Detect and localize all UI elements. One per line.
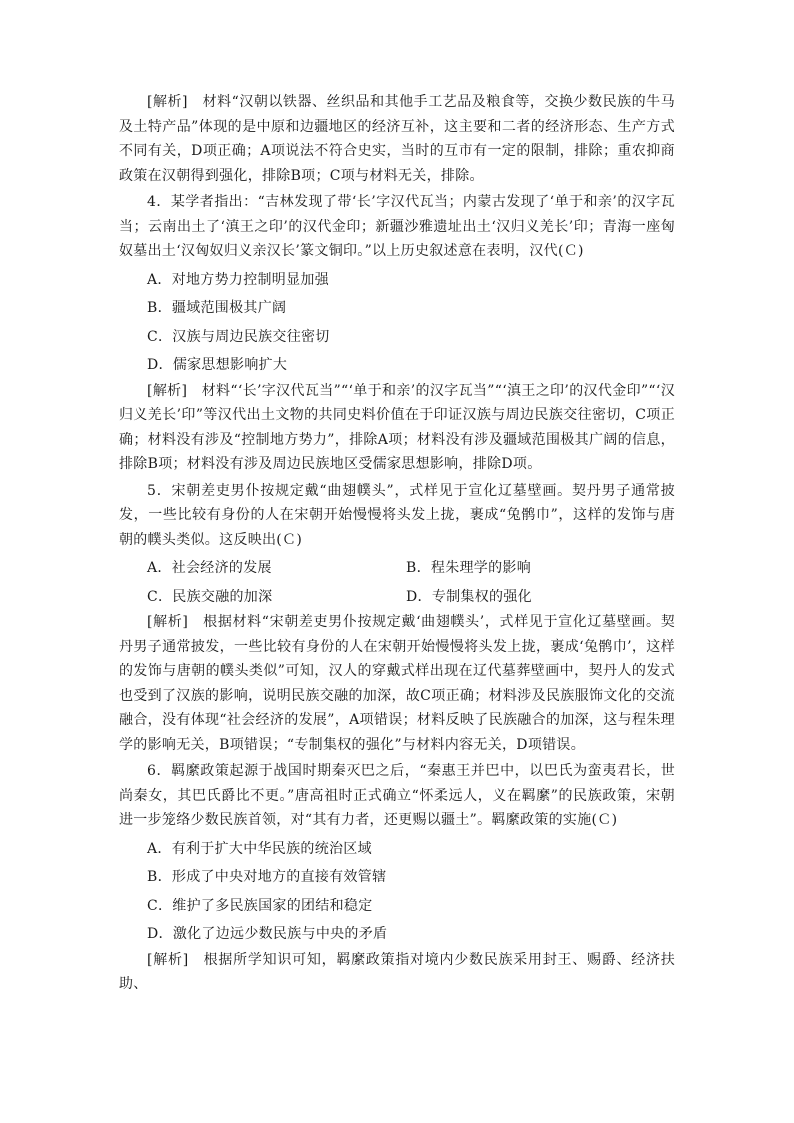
- q4-option-b: B．疆域范围极其广阔: [147, 300, 287, 316]
- q4-option-d: D．儒家思想影响扩大: [147, 357, 288, 373]
- q5-option-a: A．社会经济的发展: [147, 560, 272, 576]
- q5-option-c: C．民族交融的加深: [147, 588, 273, 605]
- q5-options-row-2: [147, 585, 675, 610]
- analysis-q3: [解析] 材料“汉朝以铁器、丝织品和其他手工艺品及粮食等，交换少数民族的牛马及土特产品”体现的是中原和边疆地区的经济互补，这主要和二者的经济形态、生产方式不同有关，D项正确；A项说法不符合史实，当时的互市有一定的限制，排除；重农抑商政策在汉朝得到强化，排除B项；C项与材料无关，排除。: [119, 94, 675, 184]
- q5-option-d: D．专制集权的强化: [406, 588, 532, 605]
- q6-option-a: A．有利于扩大中华民族的统治区域: [147, 840, 372, 857]
- question-6: 6．羁縻政策起源于战国时期秦灭巴之后，“秦惠王并巴中，以巴氏为蛮夷君长，世尚秦女，其巴氏爵比不更。”唐高祖时正式确立“怀柔远人，义在羁縻”的民族政策，宋朝进一步笼络少数民族首领，对“其有力者，还更赐以疆土”。羁縻政策的实施(Ｃ): [119, 763, 675, 828]
- q5-options-row-1: [147, 556, 675, 581]
- question-4: 4．某学者指出：“吉林发现了带‘长’字汉代瓦当；内蒙古发现了‘单于和亲’的汉字瓦当；云南出土了‘滇王之印’的汉代金印；新疆沙雅遗址出土‘汉归义羌长’印；青海一座匈奴墓出土‘汉匈奴归义亲汉长’篆文铜印。”以上历史叙述意在表明，汉代(Ｃ): [119, 194, 675, 259]
- q6-option-c: C．维护了多民族国家的团结和稳定: [147, 897, 373, 914]
- analysis-q6: [解析] 根据所学知识可知，羁縻政策指对境内少数民族采用封王、赐爵、经济扶助、: [119, 951, 675, 992]
- document-page: [119, 90, 675, 998]
- q6-option-b: B．形成了中央对地方的直接有效管辖: [147, 869, 387, 885]
- question-5: 5．宋朝差吏男仆按规定戴“曲翅幞头”，式样见于宣化辽墓壁画。契丹男子通常披发，一些比较有身份的人在宋朝开始慢慢将头发上拢，裹成“兔鹘巾”，这样的发饰与唐朝的幞头类似。这反映出(Ｃ): [119, 482, 675, 548]
- q4-option-c: C．汉族与周边民族交往密切: [147, 328, 330, 345]
- q6-option-d: D．激化了边远少数民族与中央的矛盾: [147, 926, 388, 942]
- q4-option-a: A．对地方势力控制明显加强: [147, 271, 330, 288]
- analysis-q4: [解析] 材料“‘长’字汉代瓦当”“‘单于和亲’的汉字瓦当”“‘滇王之印’的汉代金印”“‘汉归义羌长’印”等汉代出土文物的共同史料价值在于印证汉族与周边民族交往密切，C项正确；材料没有涉及“控制地方势力”，排除A项；材料没有涉及疆域范围极其广阔的信息，排除B项；材料没有涉及周边民族地区受儒家思想影响，排除D项。: [119, 382, 675, 472]
- q5-option-b: B．程朱理学的影响: [406, 560, 531, 576]
- analysis-q5: [解析] 根据材料“宋朝差吏男仆按规定戴‘曲翅幞头’，式样见于宣化辽墓壁画。契丹男子通常披发，一些比较有身份的人在宋朝开始慢慢将头发上拢，裹成‘兔鹘巾’，这样的发饰与唐朝的幞头类似”可知，汉人的穿戴式样出现在辽代墓葬壁画中，契丹人的发式也受到了汉族的影响，说明民族交融的加深，故C项正确；材料涉及民族服饰文化的交流融合，没有体现“社会经济的发展”，A项错误；材料反映了民族融合的加深，这与程朱理学的影响无关，B项错误；“专制集权的强化”与材料内容无关，D项错误。: [119, 614, 675, 753]
